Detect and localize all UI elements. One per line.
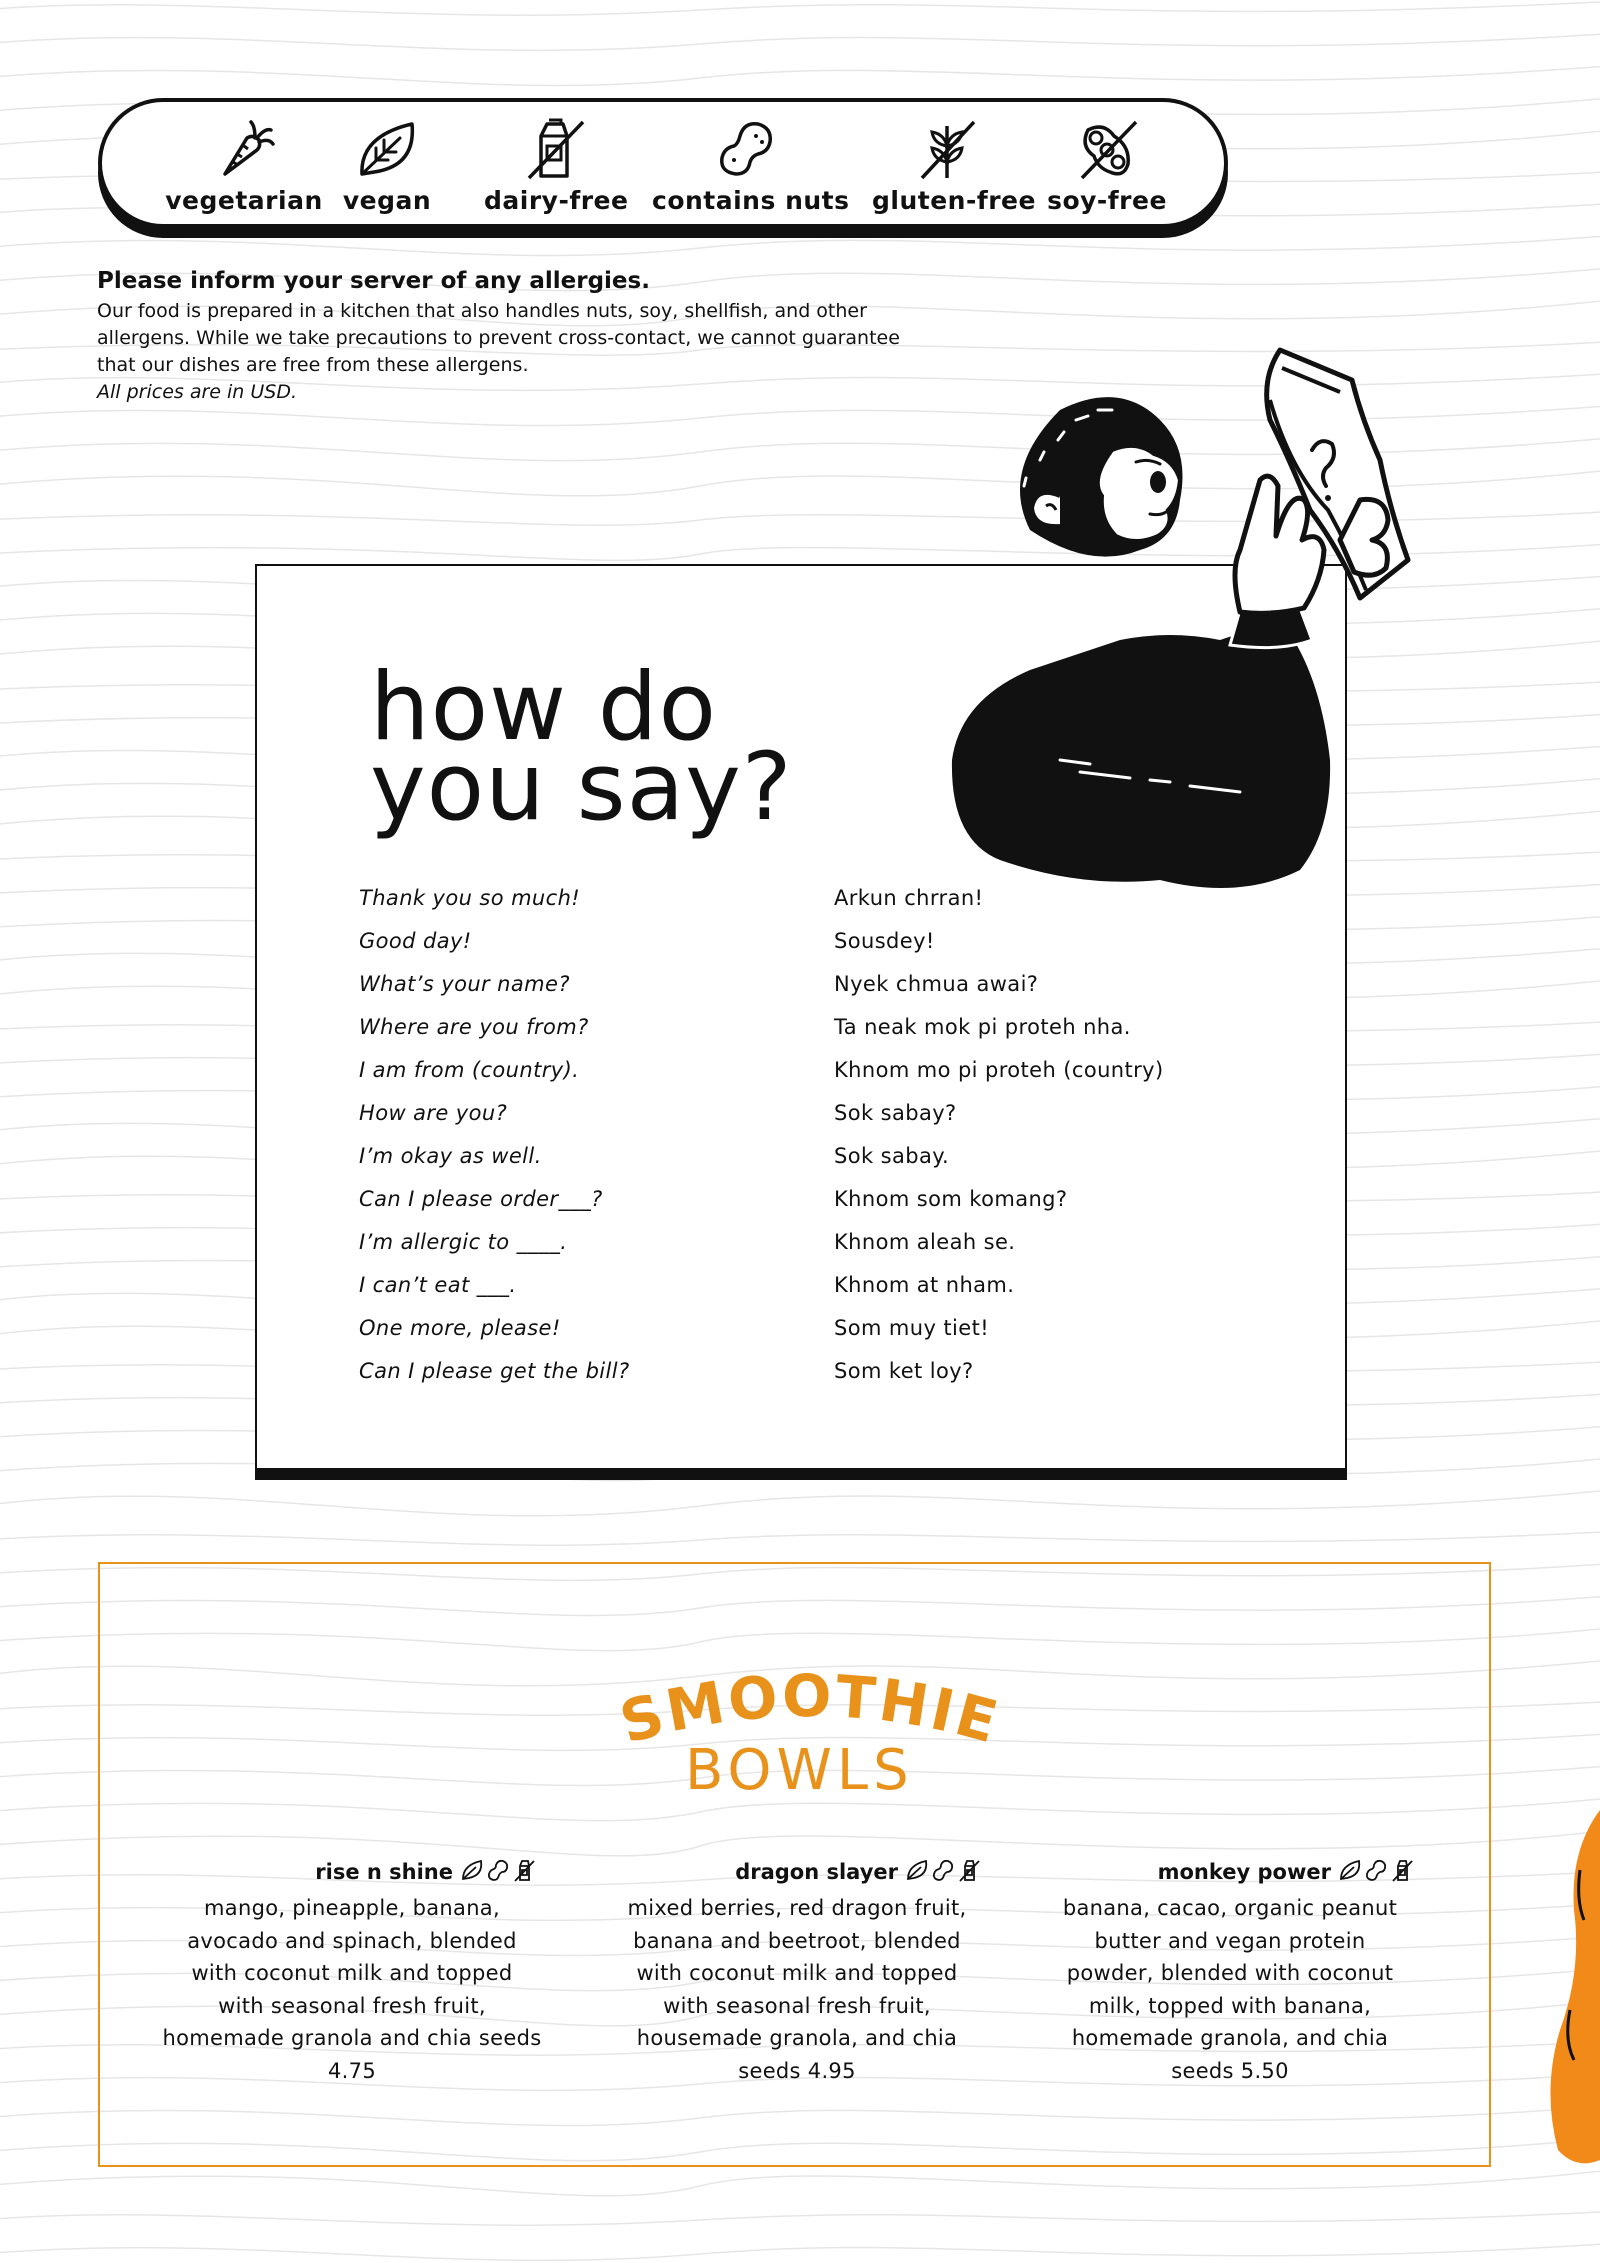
phrase-khmer: Nyek chmua awai? bbox=[834, 972, 1039, 996]
leaf-icon bbox=[461, 1859, 485, 1883]
phrase-english: How are you? bbox=[359, 1101, 508, 1125]
bowl-description-line: homemade granola and chia seeds bbox=[162, 2026, 542, 2050]
legend-label: gluten-free bbox=[872, 186, 1036, 215]
bowl-description-line: seeds 4.95 bbox=[738, 2058, 856, 2083]
peanut-icon bbox=[487, 1859, 511, 1883]
legend-item-gluten-free bbox=[872, 116, 1036, 215]
bowl-description-line: butter and vegan protein bbox=[1094, 1928, 1366, 1953]
phrase-khmer: Ta neak mok pi proteh nha. bbox=[834, 1015, 1131, 1039]
dietary-legend bbox=[98, 98, 1228, 228]
bowl-description-line: homemade granola, and chia bbox=[1071, 2026, 1389, 2050]
title-line: you say? bbox=[370, 733, 793, 842]
smoothie-bowl-item bbox=[137, 1856, 567, 2087]
bowl-title-line bbox=[582, 1856, 1012, 1892]
bowl-description-line: with seasonal fresh fruit, bbox=[218, 1993, 486, 2018]
phrase-row bbox=[359, 1187, 1259, 1230]
peanut-icon bbox=[714, 116, 780, 182]
title-line: how do bbox=[370, 653, 718, 762]
phrase-english: I’m okay as well. bbox=[359, 1144, 542, 1168]
smoothie-bowl-item bbox=[1015, 1856, 1445, 2087]
phrase-english: Thank you so much! bbox=[359, 886, 581, 910]
bowl-description-line: powder, blended with coconut bbox=[1066, 1961, 1394, 1985]
bowl-description-line: banana and beetroot, blended bbox=[633, 1928, 961, 1953]
smoothie-bowl-item bbox=[582, 1856, 1012, 2087]
phrase-khmer: Khnom mo pi proteh (country) bbox=[834, 1058, 1164, 1082]
phrase-english: I am from (country). bbox=[359, 1058, 580, 1082]
legend-label: contains nuts bbox=[652, 186, 850, 215]
bowl-description-line: mango, pineapple, banana, bbox=[204, 1896, 500, 1920]
bowl-description-line: seeds 5.50 bbox=[1171, 2058, 1289, 2083]
legend-item-contains-nuts bbox=[652, 116, 850, 215]
legend-label: vegetarian bbox=[165, 186, 323, 215]
phrase-english: Can I please order___? bbox=[359, 1187, 603, 1211]
phrase-english: What’s your name? bbox=[359, 972, 570, 996]
smoothie-heading-text: SMOOTHIE bbox=[613, 1666, 1008, 1756]
milk-carton-crossed-icon bbox=[958, 1859, 982, 1883]
bowl-description-line: milk, topped with banana, bbox=[1088, 1993, 1372, 2018]
leaf-icon bbox=[1339, 1859, 1363, 1883]
phrase-khmer: Som ket loy? bbox=[834, 1359, 974, 1383]
legend-item-vegan bbox=[332, 116, 442, 215]
phrase-khmer: Khnom aleah se. bbox=[834, 1230, 1016, 1254]
milk-carton-crossed-icon bbox=[1391, 1859, 1415, 1883]
bowls-subheading: BOWLS bbox=[685, 1738, 914, 1803]
monkey-reading-illustration bbox=[940, 340, 1420, 900]
phrase-list bbox=[359, 886, 1259, 1402]
phrase-row bbox=[359, 1273, 1259, 1316]
bowl-name: rise n shine bbox=[315, 1860, 453, 1884]
carrot-icon bbox=[211, 116, 277, 182]
legend-item-dairy-free bbox=[484, 116, 629, 215]
wheat-crossed-icon bbox=[914, 116, 980, 182]
bowl-diet-icons bbox=[904, 1859, 982, 1892]
milk-carton-crossed-icon bbox=[513, 1859, 537, 1883]
bowl-description-line: with seasonal fresh fruit, bbox=[663, 1993, 931, 2018]
phrase-khmer: Sok sabay. bbox=[834, 1144, 950, 1168]
phrase-row bbox=[359, 1316, 1259, 1359]
peanut-icon bbox=[1365, 1859, 1389, 1883]
bowl-description-line: mixed berries, red dragon fruit, bbox=[627, 1896, 967, 1920]
legend-label: dairy-free bbox=[484, 186, 629, 215]
bowl-description-line: with coconut milk and topped bbox=[636, 1961, 958, 1985]
phrase-row bbox=[359, 1015, 1259, 1058]
peanut-icon bbox=[932, 1859, 956, 1883]
phrase-english: I can’t eat ___. bbox=[359, 1273, 517, 1297]
bowl-description-line: banana, cacao, organic peanut bbox=[1062, 1896, 1398, 1920]
bowl-description-line: avocado and spinach, blended bbox=[187, 1928, 517, 1953]
phrase-khmer: Khnom som komang? bbox=[834, 1187, 1068, 1211]
legend-item-soy-free bbox=[1042, 116, 1172, 215]
phrase-english: Can I please get the bill? bbox=[359, 1359, 630, 1383]
bowl-name: dragon slayer bbox=[735, 1860, 898, 1884]
bowl-description-line: housemade granola, and chia bbox=[636, 2026, 958, 2050]
orange-brush-decoration bbox=[1540, 1810, 1600, 2170]
allergy-notice bbox=[97, 268, 937, 406]
legend-item-vegetarian bbox=[164, 116, 324, 215]
phrase-khmer: Arkun chrran! bbox=[834, 886, 984, 910]
phrase-row bbox=[359, 972, 1259, 1015]
legend-label: vegan bbox=[342, 186, 432, 215]
phrase-row bbox=[359, 1101, 1259, 1144]
phrase-row bbox=[359, 1058, 1259, 1101]
notice-body: Our food is prepared in a kitchen that also handles nuts, soy, shellfish, and other allergens. While we take precautions to prevent cross-contact, we cannot guarantee that our dishes are free from these allergens. bbox=[97, 300, 900, 376]
phrase-khmer: Sok sabay? bbox=[834, 1101, 957, 1125]
phrase-english: One more, please! bbox=[359, 1316, 561, 1340]
phrase-row bbox=[359, 1359, 1259, 1402]
phrase-english: Good day! bbox=[359, 929, 472, 953]
phrase-english: I’m allergic to ____. bbox=[359, 1230, 568, 1254]
phrase-khmer: Khnom at nham. bbox=[834, 1273, 1015, 1297]
bowl-diet-icons bbox=[459, 1859, 537, 1892]
phrase-row bbox=[359, 929, 1259, 972]
bowl-name: monkey power bbox=[1157, 1860, 1331, 1884]
notice-title: Please inform your server of any allergies. bbox=[97, 268, 650, 294]
legend-label: soy-free bbox=[1047, 186, 1167, 215]
phrase-row bbox=[359, 1144, 1259, 1187]
leaf-icon bbox=[906, 1859, 930, 1883]
phrase-card-title bbox=[370, 653, 793, 842]
phrase-khmer: Som muy tiet! bbox=[834, 1316, 990, 1340]
bowl-description-line: 4.75 bbox=[328, 2058, 376, 2083]
leaf-icon bbox=[354, 116, 420, 182]
bowl-title-line bbox=[1015, 1856, 1445, 1892]
phrase-khmer: Sousdey! bbox=[834, 929, 935, 953]
bowl-diet-icons bbox=[1337, 1859, 1415, 1892]
milk-carton-crossed-icon bbox=[521, 116, 587, 182]
bowl-description-line: with coconut milk and topped bbox=[191, 1961, 513, 1985]
bowl-title-line bbox=[137, 1856, 567, 1892]
notice-prices: All prices are in USD. bbox=[97, 381, 298, 403]
phrase-row bbox=[359, 1230, 1259, 1273]
soybean-crossed-icon bbox=[1074, 116, 1140, 182]
phrase-english: Where are you from? bbox=[359, 1015, 589, 1039]
